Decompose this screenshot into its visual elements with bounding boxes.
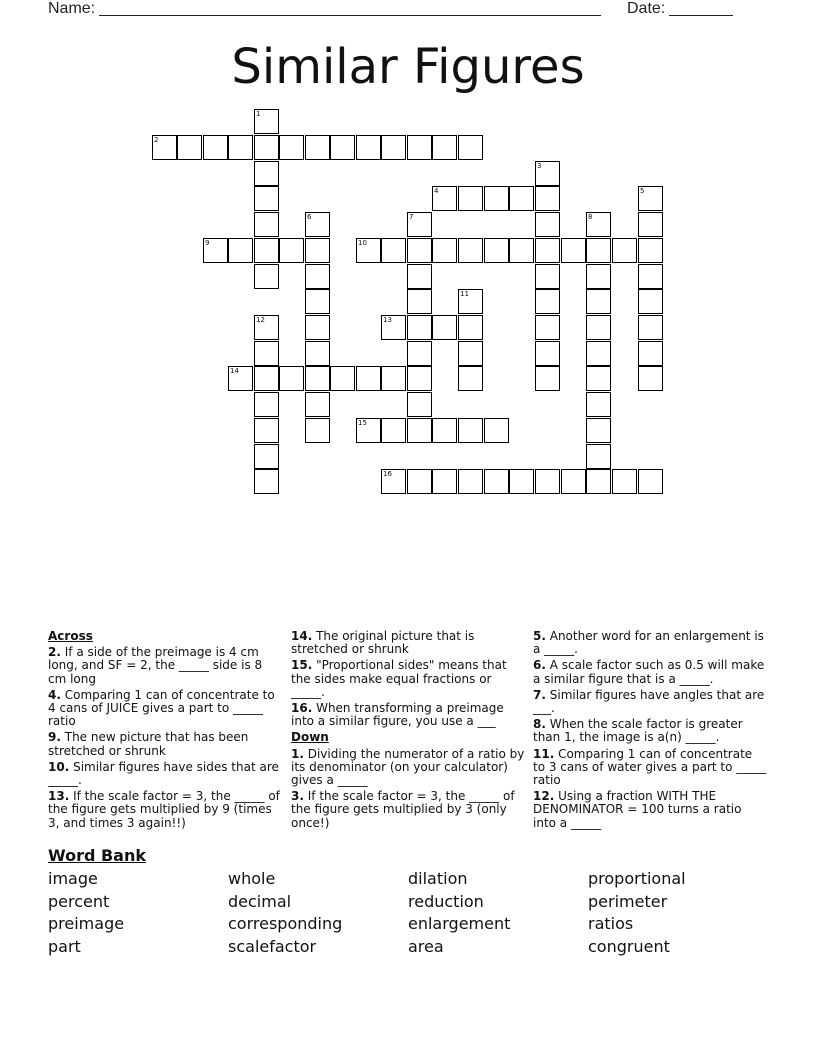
clue-number: 8. [533,717,546,732]
crossword-cell[interactable] [458,135,483,160]
crossword-cell[interactable] [638,341,663,366]
clue-item [533,630,767,656]
crossword-cell[interactable] [254,135,279,160]
clue-text: "Proportional sides" means that the sides make equal fractions or _____. [291,658,507,699]
clue-number: 4. [48,687,61,702]
clue-number: 1. [291,746,304,761]
clue-number-1: 1 [256,110,261,118]
crossword-cell[interactable] [458,418,483,443]
word-bank-word: ratios [588,914,634,934]
crossword-cell[interactable] [638,289,663,314]
crossword-cell[interactable] [254,161,279,186]
crossword-cell[interactable] [407,238,432,263]
clue-number: 13. [48,789,70,804]
clue-number: 12. [533,789,555,804]
crossword-cell[interactable] [381,238,406,263]
crossword-cell[interactable] [535,264,560,289]
crossword-cell[interactable] [279,366,304,391]
crossword-cell[interactable] [586,392,611,417]
crossword-cell[interactable] [254,264,279,289]
clue-item [533,659,767,685]
word-bank-word: congruent [588,936,670,956]
clue-number-12: 12 [256,316,265,324]
clue-number: 5. [533,629,546,643]
crossword-cell[interactable] [305,418,330,443]
crossword-cell[interactable] [177,135,202,160]
clue-text: Using a fraction WITH THE DENOMINATOR = 100 turns a ratio into a _____ [533,789,742,830]
crossword-cell[interactable] [305,289,330,314]
page-title: Similar Figures [231,39,585,95]
crossword-cell[interactable] [484,238,509,263]
word-bank-word: enlargement [408,914,511,934]
crossword-cell[interactable] [381,366,406,391]
clue-number-16: 16 [383,470,392,478]
crossword-cell[interactable] [254,469,279,494]
clue-text: Another word for an enlargement is a _____. [533,629,764,657]
crossword-cell[interactable] [484,418,509,443]
crossword-cell[interactable] [254,418,279,443]
word-bank-word: image [48,869,98,888]
word-bank-word: preimage [48,914,125,934]
word-bank-word: proportional [588,869,686,888]
crossword-cell[interactable] [330,135,355,160]
clue-number: 11. [533,746,555,761]
crossword-cell[interactable] [432,469,457,494]
crossword-cell[interactable] [509,469,534,494]
crossword-cell[interactable] [458,186,483,211]
crossword-cell[interactable] [586,289,611,314]
crossword-cell[interactable] [305,392,330,417]
crossword-cell[interactable] [305,315,330,340]
word-bank-word: part [48,936,81,956]
clue-item [291,659,525,699]
clue-text: Similar figures have angles that are ___. [533,687,765,716]
crossword-cell[interactable] [432,238,457,263]
clue-text: A scale factor such as 0.5 will make a similar figure that is a _____. [533,658,765,686]
clue-number-6: 6 [307,213,312,221]
word-bank-word: scalefactor [228,936,317,956]
crossword-cell[interactable] [586,444,611,469]
word-bank-word: area [408,936,444,956]
clue-item [48,761,282,787]
crossword-cell[interactable] [638,469,663,494]
clue-item [291,702,525,728]
clue-item [48,731,282,757]
word-bank-word: reduction [408,891,484,911]
clue-number-8: 8 [588,213,593,221]
clue-number-2: 2 [154,136,159,144]
crossword-cell[interactable] [458,366,483,391]
clues-column-3 [533,630,767,833]
crossword-cell[interactable] [638,315,663,340]
clue-text: If the scale factor = 3, the _____ of the figure gets multiplied by 9 (times 3, and times 3 again!!) [48,789,280,830]
crossword-cell[interactable] [638,264,663,289]
clue-number-7: 7 [409,213,414,221]
across-clues-list-continued [291,630,525,728]
word-bank-column-2 [228,868,342,958]
crossword-cell[interactable] [203,135,228,160]
crossword-cell[interactable] [484,469,509,494]
clue-text: If the scale factor = 3, the _____ of the figure gets multiplied by 3 (only once!) [291,789,515,830]
clue-text: Similar figures have sides that are _____. [48,759,279,788]
crossword-cell[interactable] [381,418,406,443]
crossword-cell[interactable] [586,341,611,366]
word-bank-column-3 [408,868,510,958]
crossword-cell[interactable] [432,135,457,160]
clue-item [291,748,525,788]
word-bank-word: percent [48,891,110,911]
across-clues-list [48,646,282,830]
clue-number: 15. [291,658,313,673]
clue-number: 9. [48,730,61,745]
clue-item [533,718,767,744]
crossword-cell[interactable] [254,238,279,263]
crossword-cell[interactable] [305,341,330,366]
crossword-cell[interactable] [638,238,663,263]
crossword-cell[interactable] [305,264,330,289]
clue-item [533,689,767,715]
clue-item [48,790,282,830]
crossword-cell[interactable] [356,366,381,391]
clue-text: Comparing 1 can of concentrate to 4 cans of JUICE gives a part to _____ ratio [48,687,275,729]
crossword-cell[interactable] [638,212,663,237]
crossword-cell[interactable] [279,238,304,263]
crossword-cell[interactable] [561,469,586,494]
clue-item [291,630,525,656]
crossword-cell[interactable] [586,264,611,289]
clue-number: 2. [48,645,61,660]
date-label: Date: [627,0,666,17]
down-clues-list-continued [533,630,767,830]
crossword-cell[interactable] [407,315,432,340]
clue-number: 16. [291,701,313,716]
crossword-cell[interactable] [305,366,330,391]
clue-number-11: 11 [460,290,469,298]
crossword-cell[interactable] [254,186,279,211]
crossword-cell[interactable] [254,366,279,391]
clue-number-5: 5 [640,187,645,195]
clue-number: 7. [533,687,546,702]
crossword-cell[interactable] [228,135,253,160]
word-bank-word: decimal [228,891,292,911]
crossword-cell[interactable] [254,444,279,469]
crossword-cell[interactable] [305,238,330,263]
crossword-cell[interactable] [228,238,253,263]
crossword-cell[interactable] [535,186,560,211]
crossword-cell[interactable] [509,186,534,211]
crossword-cell[interactable] [586,469,611,494]
clue-number: 6. [533,658,546,673]
clue-item [533,748,767,788]
crossword-cell[interactable] [407,135,432,160]
crossword-cell[interactable] [432,418,457,443]
crossword-cell[interactable] [407,289,432,314]
crossword-cell[interactable] [586,418,611,443]
clue-text: The original picture that is stretched or shrunk [291,629,475,657]
word-bank-column-4 [588,868,686,958]
crossword-cell[interactable] [535,238,560,263]
clue-number: 3. [291,789,304,804]
clue-number: 10. [48,759,70,774]
crossword-cell[interactable] [509,238,534,263]
clue-text: Comparing 1 can of concentrate to 3 cans of water gives a part to _____ ratio [533,746,767,788]
crossword-cell[interactable] [407,341,432,366]
crossword-cell[interactable] [612,238,637,263]
down-clues-list [291,748,525,830]
clue-number: 14. [291,629,313,643]
crossword-grid [0,0,816,520]
crossword-cell[interactable] [279,135,304,160]
crossword-cell[interactable] [407,366,432,391]
crossword-cell[interactable] [407,418,432,443]
crossword-cell[interactable] [638,366,663,391]
crossword-cell[interactable] [407,392,432,417]
clue-item [48,689,282,729]
clue-item [533,790,767,830]
crossword-cell[interactable] [612,469,637,494]
clue-text: When the scale factor is greater than 1, the image is a(n) _____. [533,717,743,745]
crossword-cell[interactable] [407,264,432,289]
crossword-cell[interactable] [305,135,330,160]
crossword-cell[interactable] [254,212,279,237]
clue-number-15: 15 [358,419,367,427]
crossword-cell[interactable] [407,469,432,494]
crossword-cell[interactable] [254,392,279,417]
crossword-cell[interactable] [535,341,560,366]
crossword-cell[interactable] [535,315,560,340]
clue-text: If a side of the preimage is 4 cm long, and SF = 2, the _____ side is 8 cm long [48,645,263,686]
word-bank-title: Word Bank [48,846,147,865]
clues-column-1 [48,630,282,833]
crossword-cell[interactable] [535,289,560,314]
word-bank-word: perimeter [588,891,668,911]
crossword-cell[interactable] [586,315,611,340]
crossword-cell[interactable] [330,366,355,391]
crossword-cell[interactable] [561,238,586,263]
crossword-cell[interactable] [254,341,279,366]
word-bank-word: dilation [408,869,468,888]
clue-number-4: 4 [434,187,439,195]
clue-number-9: 9 [205,239,210,247]
clues-column-2 [291,630,525,833]
crossword-cell[interactable] [458,469,483,494]
clue-item [291,790,525,830]
word-bank-word: corresponding [228,914,343,934]
clue-text: The new picture that has been stretched or shrunk [48,730,249,758]
clue-text: Dividing the numerator of a ratio by its denominator (on your calculator) gives a _____ [291,746,525,788]
crossword-cell[interactable] [432,315,457,340]
crossword-cell[interactable] [458,238,483,263]
clue-text: When transforming a preimage into a similar figure, you use a ___ [291,701,504,729]
clue-item [48,646,282,686]
crossword-cell[interactable] [458,341,483,366]
crossword-cell[interactable] [535,212,560,237]
down-heading: Down [291,730,329,745]
clue-number-3: 3 [537,162,542,170]
crossword-cell[interactable] [535,469,560,494]
crossword-cell[interactable] [381,135,406,160]
word-bank-column-1 [48,868,124,958]
crossword-cell[interactable] [356,135,381,160]
crossword-cell[interactable] [484,186,509,211]
clue-number-14: 14 [230,367,239,375]
word-bank-word: whole [228,869,276,888]
crossword-cell[interactable] [586,366,611,391]
crossword-cell[interactable] [535,366,560,391]
clue-number-13: 13 [383,316,392,324]
crossword-cell[interactable] [458,315,483,340]
name-label: Name: [48,0,96,17]
clue-number-10: 10 [358,239,367,247]
crossword-cell[interactable] [586,238,611,263]
across-heading: Across [48,629,93,643]
